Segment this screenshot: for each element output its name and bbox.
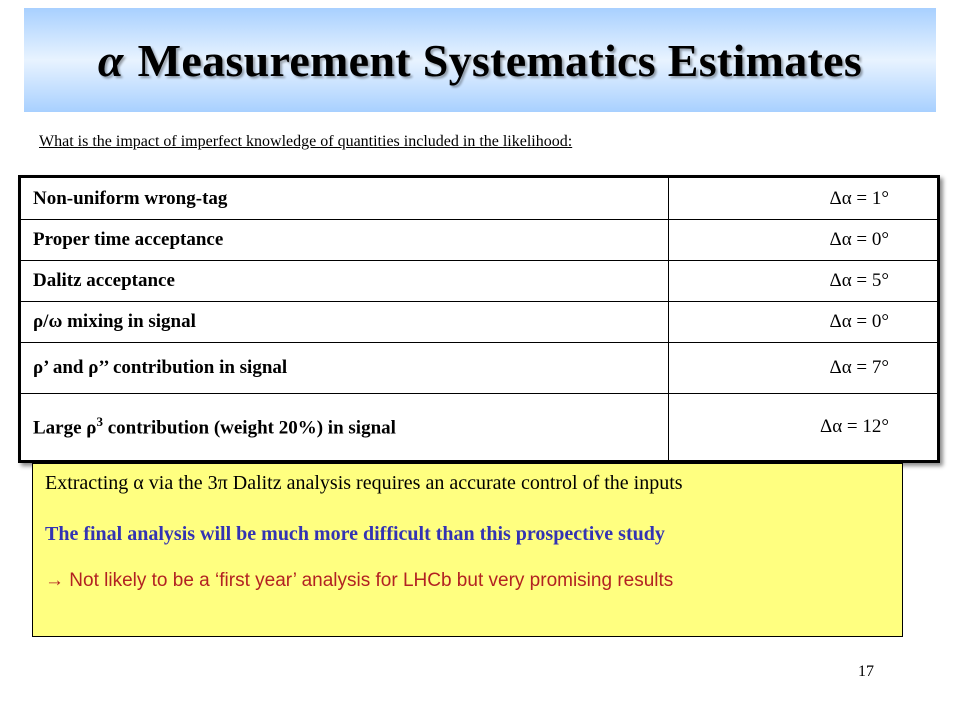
title-text: Measurement Systematics Estimates — [137, 34, 863, 86]
table-row — [20, 261, 939, 302]
conclusion-line-1: Extracting α via the 3π Dalitz analysis requires an accurate control of the inputs — [45, 472, 683, 494]
row-value: Δα = 1° — [669, 177, 939, 220]
row-label-superscript: 3 — [96, 414, 103, 430]
row-label — [20, 394, 669, 462]
conclusion-line-2: The final analysis will be much more difficult than this prospective study — [45, 523, 665, 545]
row-value: Δα = 0° — [669, 302, 939, 343]
row-label: ρ/ω mixing in signal — [20, 302, 669, 343]
row-label-suffix: contribution (weight 20%) in signal — [102, 417, 396, 439]
table-row — [20, 220, 939, 261]
row-label: ρ’ and ρ’’ contribution in signal — [20, 343, 669, 394]
row-label-prefix: Large ρ — [33, 417, 97, 439]
page-number: 17 — [858, 663, 874, 680]
conclusion-box — [32, 463, 903, 637]
title-alpha-symbol: α — [97, 34, 124, 86]
row-value: Δα = 12° — [669, 394, 939, 462]
row-value: Δα = 7° — [669, 343, 939, 394]
systematics-table — [18, 175, 940, 463]
row-label: Non-uniform wrong-tag — [20, 177, 669, 220]
title-banner — [24, 8, 936, 112]
table-row — [20, 343, 939, 394]
table-row — [20, 394, 939, 462]
row-label: Dalitz acceptance — [20, 261, 669, 302]
row-value: Δα = 5° — [669, 261, 939, 302]
table-row — [20, 302, 939, 343]
row-value: Δα = 0° — [669, 220, 939, 261]
row-label: Proper time acceptance — [20, 220, 669, 261]
table-row — [20, 177, 939, 220]
subtitle: What is the impact of imperfect knowledge of quantities included in the likelihood: — [39, 133, 573, 150]
slide-title — [98, 34, 862, 87]
conclusion-line-3: → Not likely to be a ‘first year’ analysis for LHCb but very promising results — [45, 570, 674, 591]
